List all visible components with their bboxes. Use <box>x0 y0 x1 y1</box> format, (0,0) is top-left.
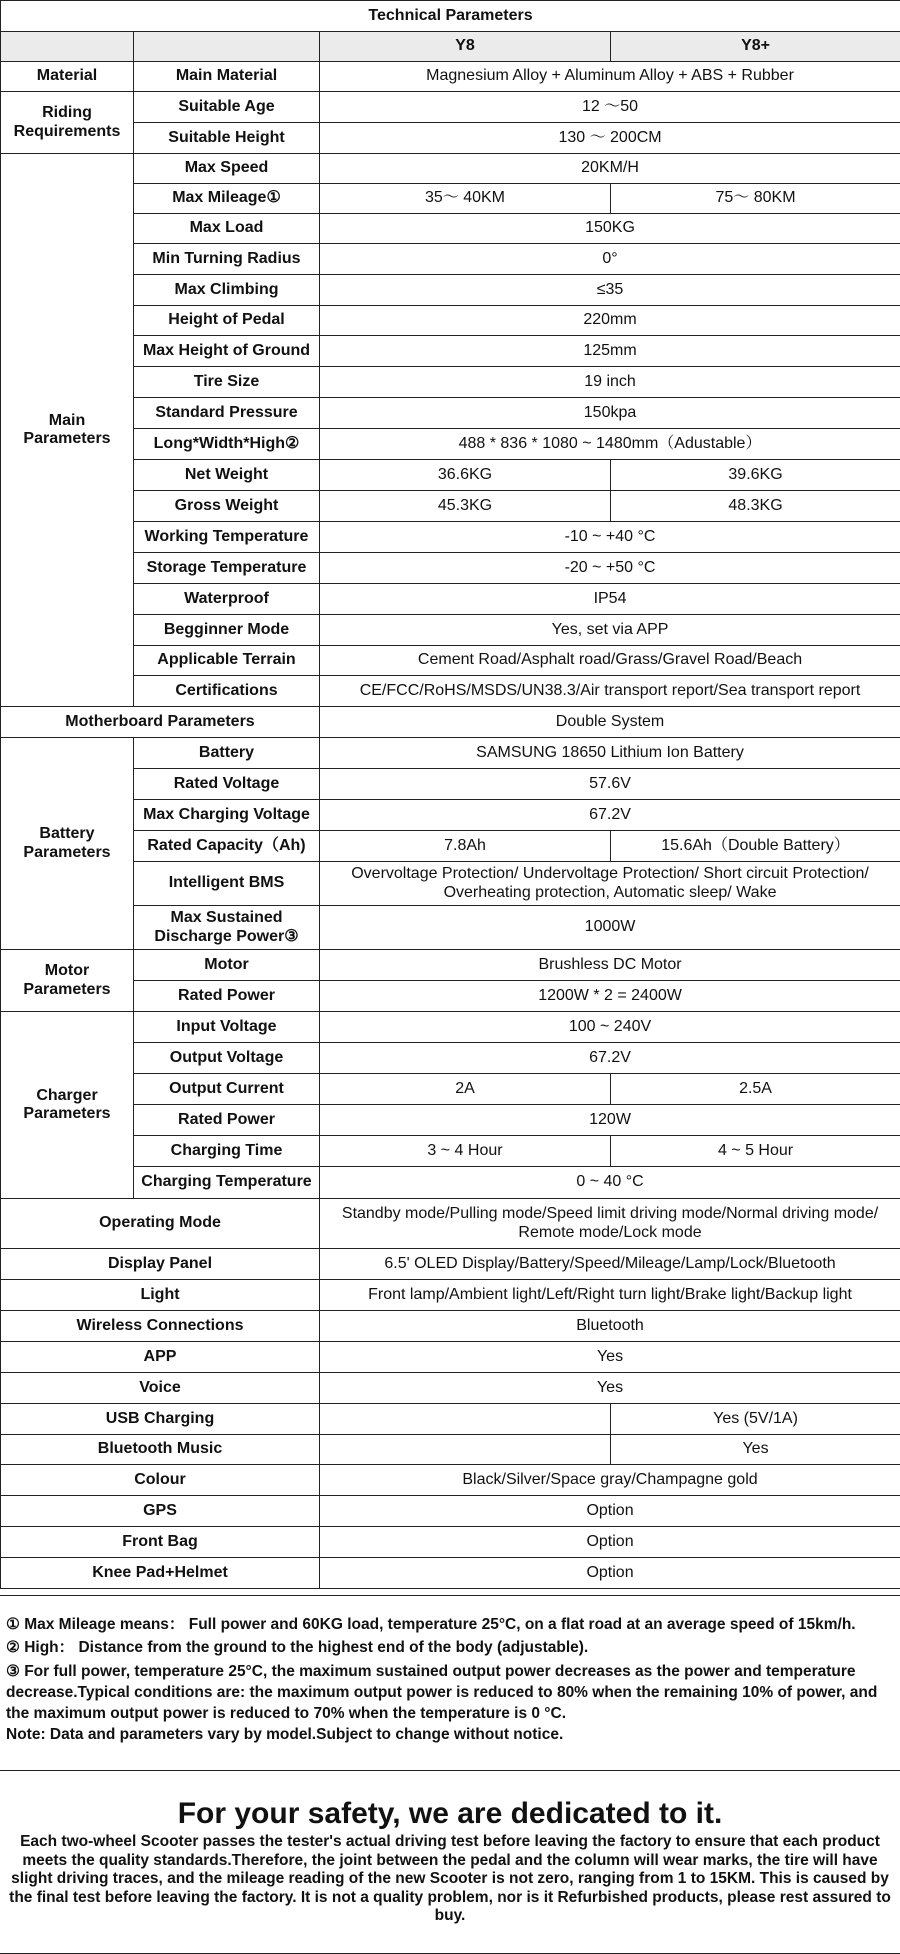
label-rated-voltage: Rated Voltage <box>134 769 320 800</box>
footnote-mark-3: ③ <box>284 927 299 945</box>
label-working-temperature: Working Temperature <box>134 522 320 553</box>
value-light: Front lamp/Ambient light/Left/Right turn light/Brake light/Backup light <box>320 1280 900 1311</box>
label-input-voltage: Input Voltage <box>134 1012 320 1043</box>
value-max-sustained-discharge-power: 1000W <box>320 906 900 950</box>
label-output-voltage: Output Voltage <box>134 1043 320 1074</box>
label-battery: Battery <box>134 738 320 769</box>
value-certifications: CE/FCC/RoHS/MSDS/UN38.3/Air transport report/Sea transport report <box>320 676 900 707</box>
label-height-of-pedal: Height of Pedal <box>134 306 320 336</box>
value-gps: Option <box>320 1496 900 1527</box>
value-front-bag: Option <box>320 1527 900 1558</box>
value-min-turning-radius: 0° <box>320 244 900 275</box>
footnote-note: Note: Data and parameters vary by model.Subject to change without notice. <box>6 1726 564 1743</box>
value-max-mileage-y8: 35～ 40KM <box>320 184 611 214</box>
label-max-load: Max Load <box>134 214 320 244</box>
label-charging-temperature: Charging Temperature <box>134 1167 320 1199</box>
value-voice: Yes <box>320 1373 900 1404</box>
value-output-current-y8: 2A <box>320 1074 611 1105</box>
value-usb-charging-y8plus: Yes (5V/1A) <box>611 1404 900 1435</box>
value-max-height-of-ground: 125mm <box>320 336 900 367</box>
label-dimensions-text: Long*Width*High <box>153 434 286 452</box>
label-motherboard-parameters: Motherboard Parameters <box>1 707 320 738</box>
label-usb-charging: USB Charging <box>1 1404 320 1435</box>
value-max-mileage-y8plus: 75～ 80KM <box>611 184 900 214</box>
value-tire-size: 19 inch <box>320 367 900 398</box>
table-title: Technical Parameters <box>1 1 900 32</box>
label-front-bag: Front Bag <box>1 1527 320 1558</box>
label-storage-temperature: Storage Temperature <box>134 553 320 584</box>
label-net-weight: Net Weight <box>134 460 320 491</box>
label-discharge-text: Max Sustained Discharge Power <box>154 909 285 945</box>
label-tire-size: Tire Size <box>134 367 320 398</box>
group-material: Material <box>1 62 134 92</box>
label-min-turning-radius: Min Turning Radius <box>134 244 320 275</box>
value-max-climbing: ≤35 <box>320 275 900 306</box>
label-light: Light <box>1 1280 320 1311</box>
value-charging-time-y8: 3 ~ 4 Hour <box>320 1136 611 1167</box>
value-wireless-connections: Bluetooth <box>320 1311 900 1342</box>
label-max-charging-voltage: Max Charging Voltage <box>134 800 320 831</box>
value-battery: SAMSUNG 18650 Lithium Ion Battery <box>320 738 900 769</box>
value-output-current-y8plus: 2.5A <box>611 1074 900 1105</box>
value-operating-mode: Standby mode/Pulling mode/Speed limit driving mode/Normal driving mode/ Remote mode/Lock mode <box>320 1199 900 1249</box>
value-applicable-terrain: Cement Road/Asphalt road/Grass/Gravel Road/Beach <box>320 646 900 676</box>
value-colour: Black/Silver/Space gray/Champagne gold <box>320 1465 900 1496</box>
value-max-load: 150KG <box>320 214 900 244</box>
label-operating-mode: Operating Mode <box>1 1199 320 1249</box>
value-charger-rated-power: 120W <box>320 1105 900 1136</box>
value-charging-time-y8plus: 4 ~ 5 Hour <box>611 1136 900 1167</box>
header-blank-2 <box>134 32 320 62</box>
label-knee-pad-helmet: Knee Pad+Helmet <box>1 1558 320 1589</box>
label-intelligent-bms: Intelligent BMS <box>134 862 320 906</box>
label-waterproof: Waterproof <box>134 584 320 615</box>
value-suitable-age: 12 ～50 <box>320 92 900 123</box>
value-rated-voltage: 57.6V <box>320 769 900 800</box>
footnote-1: ① Max Mileage means： Full power and 60KG load, temperature 25°C, on a flat road at an average speed of 15km/h. <box>6 1616 856 1633</box>
label-gps: GPS <box>1 1496 320 1527</box>
group-main-parameters: Main Parameters <box>1 154 134 707</box>
label-applicable-terrain: Applicable Terrain <box>134 646 320 676</box>
value-dimensions: 488 * 836 * 1080 ~ 1480mm（Adustable） <box>320 429 900 460</box>
safety-body: Each two-wheel Scooter passes the tester's actual driving test before leaving the factory to ensure that each product meets the quality standards.Therefore, the joint between the pedal and the column will wear marks, the tire will have slight driving traces, and the mileage reading of the new Scooter is not zero, ranging from 1 to 15KM. This is caused by the final test before leaving the factory. It is not a quality problem, nor is it Refurbished products, please rest assured to buy. <box>9 1833 891 1924</box>
value-motor-rated-power: 1200W * 2 = 2400W <box>320 981 900 1012</box>
value-gross-weight-y8: 45.3KG <box>320 491 611 522</box>
group-battery-parameters: Battery Parameters <box>1 738 134 950</box>
value-storage-temperature: -20 ~ +50 °C <box>320 553 900 584</box>
label-display-panel: Display Panel <box>1 1249 320 1280</box>
value-max-speed: 20KM/H <box>320 154 900 184</box>
value-gross-weight-y8plus: 48.3KG <box>611 491 900 522</box>
safety-section <box>0 1771 900 1954</box>
value-display-panel: 6.5' OLED Display/Battery/Speed/Mileage/Lamp/Lock/Bluetooth <box>320 1249 900 1280</box>
label-max-sustained-discharge-power <box>134 906 320 950</box>
label-voice: Voice <box>1 1373 320 1404</box>
value-height-of-pedal: 220mm <box>320 306 900 336</box>
safety-heading: For your safety, we are dedicated to it. <box>177 1797 723 1830</box>
value-knee-pad-helmet: Option <box>320 1558 900 1589</box>
label-suitable-height: Suitable Height <box>134 123 320 154</box>
label-main-material: Main Material <box>134 62 320 92</box>
header-y8plus: Y8+ <box>611 32 900 62</box>
value-net-weight-y8plus: 39.6KG <box>611 460 900 491</box>
label-charging-time: Charging Time <box>134 1136 320 1167</box>
label-max-mileage <box>134 184 320 214</box>
value-app: Yes <box>320 1342 900 1373</box>
value-usb-charging-y8 <box>320 1404 611 1435</box>
value-bluetooth-music-y8plus: Yes <box>611 1435 900 1465</box>
label-motor: Motor <box>134 950 320 981</box>
value-motor: Brushless DC Motor <box>320 950 900 981</box>
value-rated-capacity-y8plus: 15.6Ah（Double Battery） <box>611 831 900 862</box>
value-waterproof: IP54 <box>320 584 900 615</box>
value-standard-pressure: 150kpa <box>320 398 900 429</box>
value-beginner-mode: Yes, set via APP <box>320 615 900 646</box>
footnotes <box>0 1595 900 1771</box>
label-rated-capacity: Rated Capacity（Ah) <box>134 831 320 862</box>
header-y8: Y8 <box>320 32 611 62</box>
value-suitable-height: 130 ～ 200CM <box>320 123 900 154</box>
label-colour: Colour <box>1 1465 320 1496</box>
value-max-charging-voltage: 67.2V <box>320 800 900 831</box>
value-input-voltage: 100 ~ 240V <box>320 1012 900 1043</box>
label-output-current: Output Current <box>134 1074 320 1105</box>
label-wireless-connections: Wireless Connections <box>1 1311 320 1342</box>
label-certifications: Certifications <box>134 676 320 707</box>
value-bluetooth-music-y8 <box>320 1435 611 1465</box>
footnote-mark-2: ② <box>285 434 300 452</box>
value-motherboard-parameters: Double System <box>320 707 900 738</box>
label-dimensions <box>134 429 320 460</box>
value-main-material: Magnesium Alloy + Aluminum Alloy + ABS + Rubber <box>320 62 900 92</box>
footnote-mark-1: ① <box>266 189 281 207</box>
footnote-3: ③ For full power, temperature 25°C, the maximum sustained output power decreases as the power and temperature decrease.Typical conditions are: the maximum output power is reduced to 80% when the remaining 10% of power, and the maximum output power is reduced to 70% when the temperature is 0 °C. <box>6 1663 878 1722</box>
label-motor-rated-power: Rated Power <box>134 981 320 1012</box>
label-max-climbing: Max Climbing <box>134 275 320 306</box>
label-charger-rated-power: Rated Power <box>134 1105 320 1136</box>
label-standard-pressure: Standard Pressure <box>134 398 320 429</box>
label-suitable-age: Suitable Age <box>134 92 320 123</box>
label-max-mileage-text: Max Mileage <box>172 189 267 207</box>
label-beginner-mode: Begginner Mode <box>134 615 320 646</box>
label-max-height-of-ground: Max Height of Ground <box>134 336 320 367</box>
value-charging-temperature: 0 ~ 40 °C <box>320 1167 900 1199</box>
group-riding-requirements: Riding Requirements <box>1 92 134 154</box>
value-output-voltage: 67.2V <box>320 1043 900 1074</box>
label-app: APP <box>1 1342 320 1373</box>
value-working-temperature: -10 ~ +40 °C <box>320 522 900 553</box>
value-intelligent-bms: Overvoltage Protection/ Undervoltage Protection/ Short circuit Protection/ Overheating protection, Automatic sleep/ Wake <box>320 862 900 906</box>
header-blank-1 <box>1 32 134 62</box>
value-rated-capacity-y8: 7.8Ah <box>320 831 611 862</box>
label-gross-weight: Gross Weight <box>134 491 320 522</box>
group-motor-parameters: Motor Parameters <box>1 950 134 1012</box>
label-max-speed: Max Speed <box>134 154 320 184</box>
label-bluetooth-music: Bluetooth Music <box>1 1435 320 1465</box>
footnote-2: ② High： Distance from the ground to the highest end of the body (adjustable). <box>6 1639 589 1656</box>
group-charger-parameters: Charger Parameters <box>1 1012 134 1199</box>
value-net-weight-y8: 36.6KG <box>320 460 611 491</box>
